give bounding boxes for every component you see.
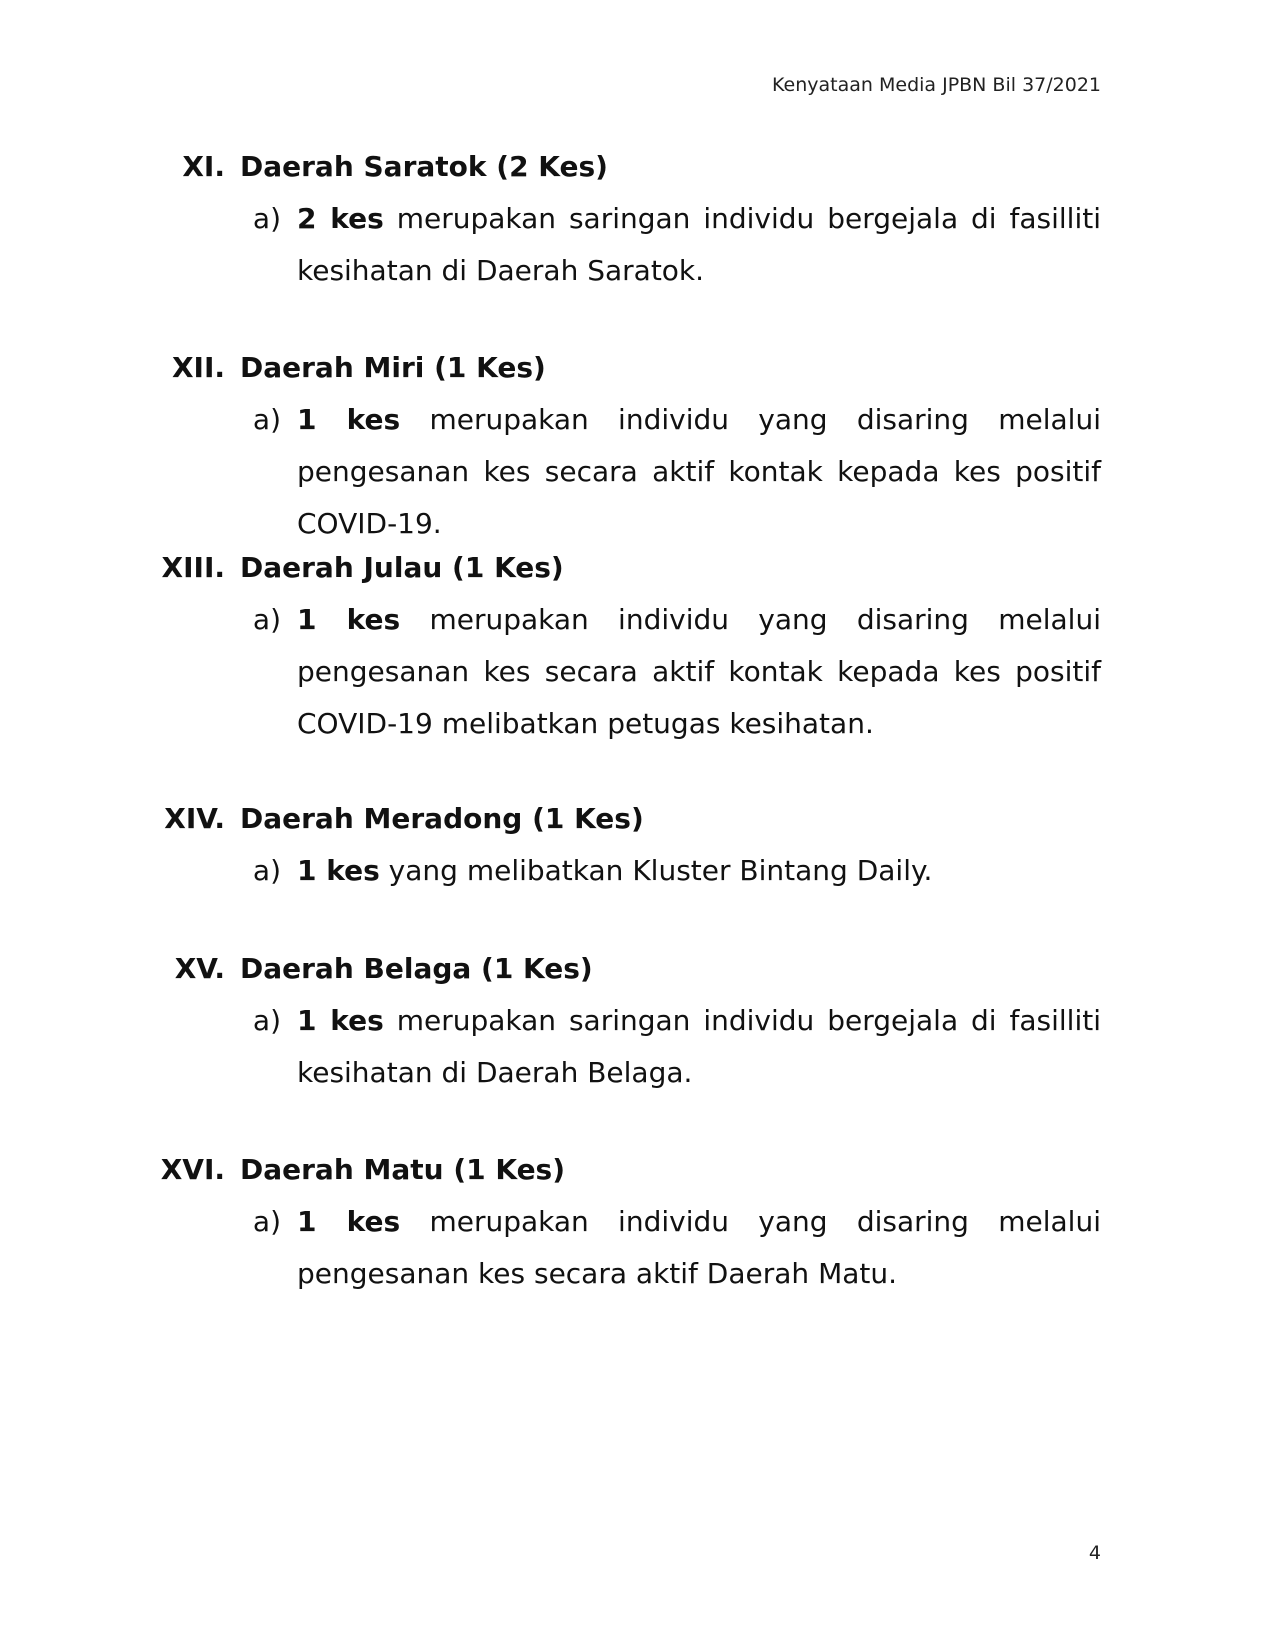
item-description: merupakan individu yang disaring melalui pengesanan kes secara aktif kontak kepada kes positif COVID-19. [297, 403, 1101, 540]
page-header: Kenyataan Media JPBN Bil 37/2021 [772, 74, 1101, 96]
section-title: Daerah Meradong (1 Kes) [240, 802, 644, 835]
section-belaga [0, 943, 1101, 1099]
section-heading [0, 342, 1101, 394]
item-label: a) [252, 1004, 281, 1037]
section-title: Daerah Julau (1 Kes) [240, 551, 564, 584]
list-item [0, 594, 1101, 750]
section-numeral: XII. [171, 351, 225, 384]
item-case-count: 1 kes [297, 603, 401, 636]
section-title: Daerah Saratok (2 Kes) [240, 150, 608, 183]
item-description: yang melibatkan Kluster Bintang Daily. [379, 854, 933, 887]
section-title: Daerah Belaga (1 Kes) [240, 952, 593, 985]
item-description: merupakan saringan individu bergejala di fasilliti kesihatan di Daerah Belaga. [297, 1004, 1101, 1089]
item-text [297, 845, 1101, 897]
item-label: a) [252, 854, 281, 887]
section-heading [0, 793, 1101, 845]
section-julau [0, 542, 1101, 750]
list-item [0, 394, 1101, 550]
item-description: merupakan individu yang disaring melalui pengesanan kes secara aktif Daerah Matu. [297, 1205, 1101, 1290]
item-label: a) [252, 403, 281, 436]
item-label: a) [252, 603, 281, 636]
section-numeral: XV. [174, 952, 225, 985]
section-heading [0, 542, 1101, 594]
section-meradong [0, 793, 1101, 897]
list-item [0, 1196, 1101, 1300]
item-text [297, 193, 1101, 297]
section-saratok [0, 141, 1101, 297]
item-text [297, 594, 1101, 750]
section-heading [0, 943, 1101, 995]
item-case-count: 1 kes [297, 1004, 384, 1037]
list-item [0, 845, 1101, 897]
section-numeral: XI. [182, 150, 225, 183]
item-text [297, 995, 1101, 1099]
item-case-count: 1 kes [297, 403, 401, 436]
section-numeral: XIV. [164, 802, 225, 835]
item-case-count: 2 kes [297, 202, 384, 235]
item-label: a) [252, 1205, 281, 1238]
section-heading [0, 1144, 1101, 1196]
item-text [297, 1196, 1101, 1300]
item-label: a) [252, 202, 281, 235]
list-item [0, 995, 1101, 1099]
section-title: Daerah Miri (1 Kes) [240, 351, 546, 384]
section-miri [0, 342, 1101, 550]
item-case-count: 1 kes [297, 1205, 401, 1238]
page-number: 4 [1088, 1542, 1101, 1564]
section-heading [0, 141, 1101, 193]
item-text [297, 394, 1101, 550]
section-numeral: XIII. [161, 551, 225, 584]
item-description: merupakan individu yang disaring melalui pengesanan kes secara aktif kontak kepada kes positif COVID-19 melibatkan petugas kesihatan. [297, 603, 1101, 740]
item-description: merupakan saringan individu bergejala di fasilliti kesihatan di Daerah Saratok. [297, 202, 1101, 287]
section-numeral: XVI. [160, 1153, 225, 1186]
section-matu [0, 1144, 1101, 1300]
list-item [0, 193, 1101, 297]
item-case-count: 1 kes [297, 854, 380, 887]
section-title: Daerah Matu (1 Kes) [240, 1153, 566, 1186]
